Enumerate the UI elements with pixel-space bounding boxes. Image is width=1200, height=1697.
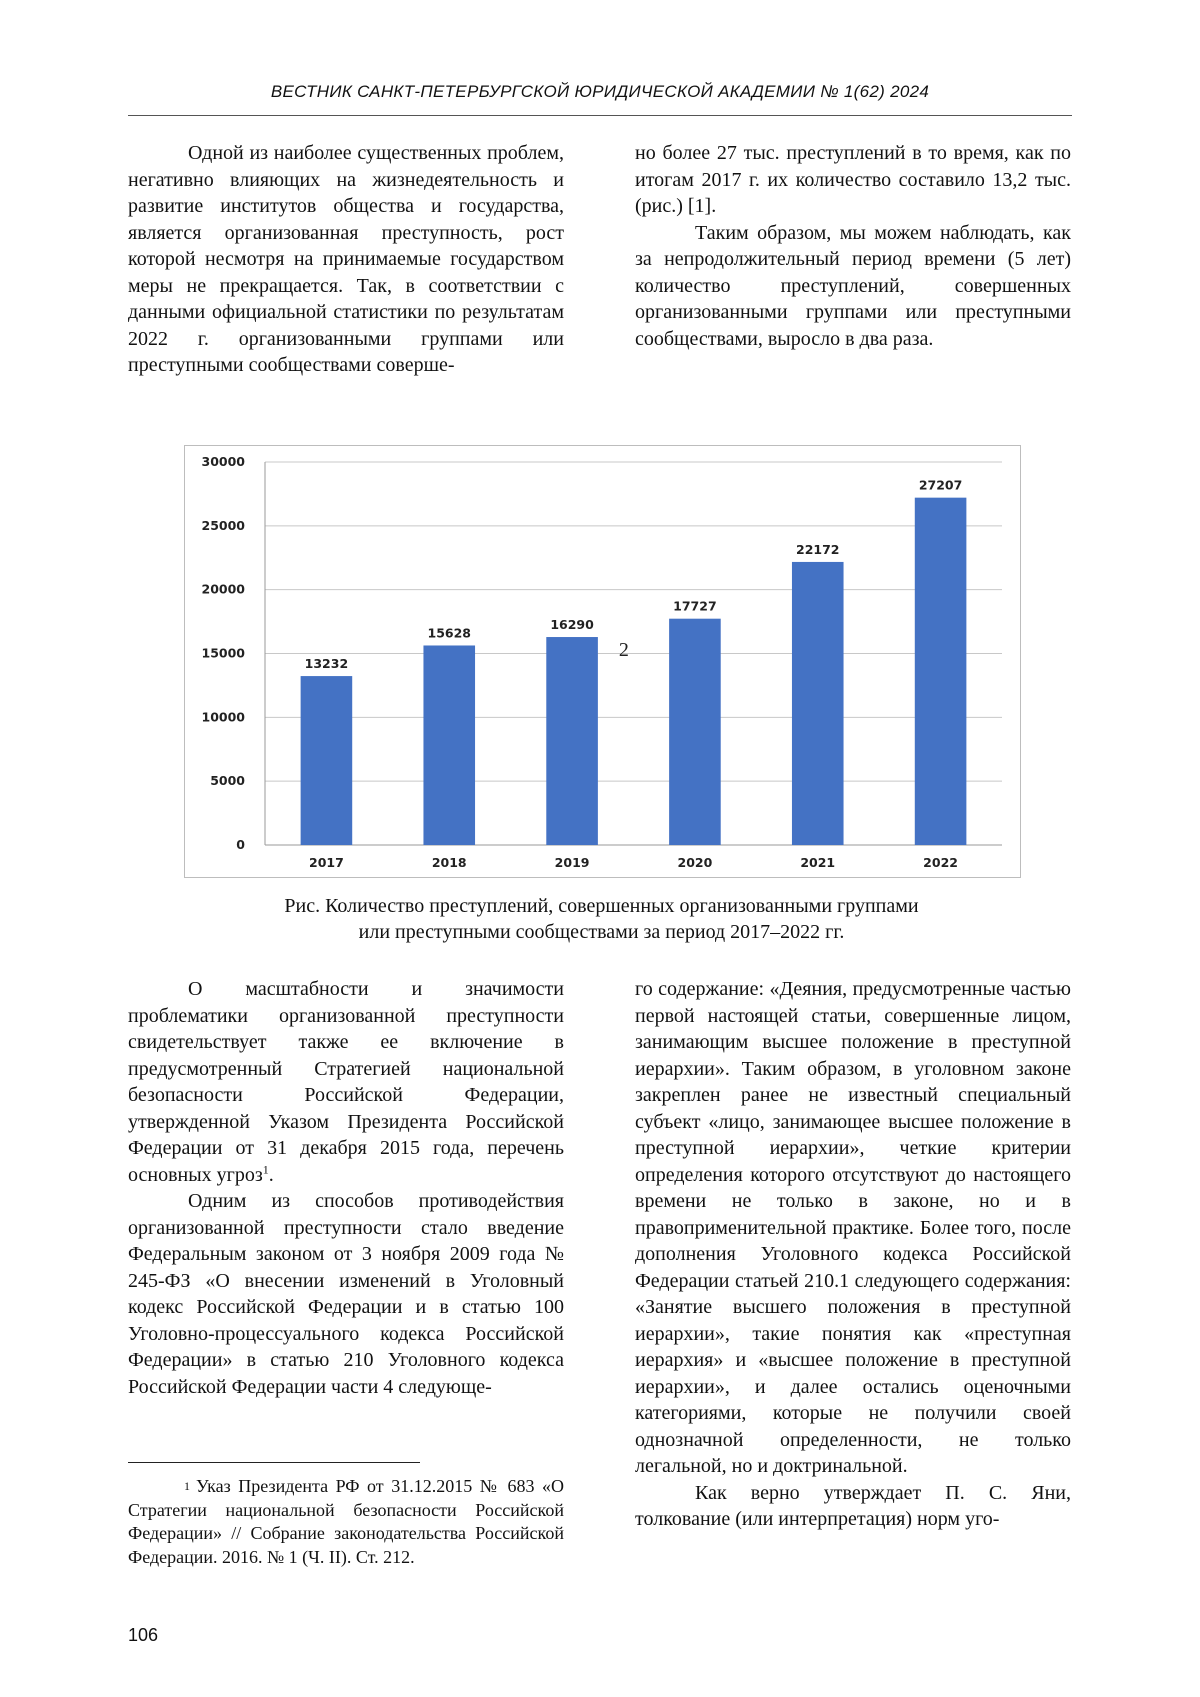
- text-column-left-bottom: [128, 976, 564, 1400]
- y-tick-label: 25000: [201, 517, 245, 533]
- figure-caption: [184, 893, 1019, 945]
- bar-2017: [301, 676, 353, 845]
- bar-2020: [669, 619, 721, 845]
- data-label-2017: 13232: [304, 656, 349, 672]
- data-label-2020: 17727: [673, 598, 717, 614]
- paragraph: Одной из наиболее существенных проблем, негативно влияющих на жизнедеятельность и развитие институтов общества и государства, является организованная преступность, рост которой несмотря на принимаемые государством меры не прекращается. Так, в соответствии с данными официальной статистики по результатам 2022 г. организованными группами или преступными сообществами соверше-: [128, 142, 564, 376]
- x-tick-label: 2019: [554, 855, 590, 870]
- paragraph-text: О масштабности и значимости проблематики организованной преступности свидетельствует также ее включение в предусмотренный Стратегией национальной безопасности Российской Федерации, утвержденной Указом Президента Российской Федерации от 31 декабря 2015 года, перечень основных угроз: [128, 978, 564, 1186]
- header-divider: [128, 115, 1072, 116]
- paragraph: Как верно утверждает П. С. Яни, толкование (или интерпретация) норм уго-: [635, 1481, 1071, 1530]
- x-tick-label: 2021: [800, 855, 836, 870]
- footnote-mark: 1: [184, 1479, 190, 1493]
- paragraph: Таким образом, мы можем наблюдать, как за непродолжительный период времени (5 лет) количество преступлений, совершенных организованными группами или преступными сообществами, выросло в два раза.: [635, 221, 1071, 350]
- text-column-right-top: [635, 140, 1071, 352]
- caption-line-1: Рис. Количество преступлений, совершенных организованными группами: [284, 895, 919, 917]
- bar-chart: [184, 445, 1021, 878]
- y-tick-label: 30000: [201, 454, 245, 469]
- text-column-left-top: [128, 140, 564, 379]
- chart-canvas: [185, 446, 1020, 877]
- x-tick-label: 2020: [677, 855, 713, 870]
- bar-2022: [915, 498, 967, 845]
- stray-mark: 2: [618, 639, 629, 662]
- journal-header: ВЕСТНИК САНКТ-ПЕТЕРБУРГСКОЙ ЮРИДИЧЕСКОЙ АКАДЕМИИ № 1(62) 2024: [270, 82, 930, 101]
- text-column-right-bottom: [635, 976, 1071, 1533]
- data-label-2019: 16290: [550, 617, 594, 633]
- paragraph: Одним из способов противодействия организованной преступности стало введение Федеральным законом от 3 ноября 2009 года № 245-ФЗ «О внесении изменений в Уголовный кодекс Российской Федерации и в статью 100 Уголовно-процессуального кодекса Российской Федерации» в статью 210 Уголовного кодекса Российской Федерации части 4 следующе-: [128, 1190, 564, 1398]
- paragraph: [128, 976, 564, 1188]
- y-tick-label: 0: [236, 837, 245, 852]
- y-tick-label: 5000: [210, 773, 245, 789]
- data-label-2018: 15628: [427, 625, 471, 641]
- bar-2019: [546, 637, 598, 845]
- caption-line-2: или преступными сообществами за период 2017–2022 гг.: [358, 921, 845, 943]
- paragraph-end: .: [268, 1163, 274, 1186]
- x-tick-label: 2017: [309, 855, 344, 870]
- footnote-reference[interactable]: 1: [262, 1161, 269, 1176]
- x-tick-label: 2018: [431, 855, 467, 870]
- footnote: [128, 1475, 564, 1569]
- page-number: 106: [128, 1625, 159, 1645]
- y-tick-label: 20000: [201, 581, 245, 597]
- x-tick-label: 2022: [923, 855, 958, 870]
- bar-2021: [792, 562, 844, 845]
- footnote-text: Указ Президента РФ от 31.12.2015 № 683 «О Стратегии национальной безопасности Российской Федерации» // Собрание законодательства Российской Федерации. 2016. № 1 (Ч. II). Ст. 212.: [128, 1476, 564, 1567]
- data-label-2022: 27207: [918, 477, 963, 493]
- paragraph: го содержание: «Деяния, предусмотренные частью первой настоящей статьи, совершенные лицом, занимающим высшее положение в преступной иерархии». Таким образом, в уголовном законе закреплен ранее не известный специальный субъект «лицо, занимающее высшее положение в преступной иерархии», четкие критерии определения которого отсутствуют до настоящего времени не только в законе, но и в правоприменительной практике. Более того, после дополнения Уголовного кодекса Российской Федерации статьей 210.1 следующего содержания: «Занятие высшего положения в преступной иерархии», такие понятия как «преступная иерархия» и «высшее положение в преступной иерархии», и далее остались оценочными категориями, которые не получили своей однозначной определенности, не только легальной, но и доктринальной.: [635, 978, 1071, 1477]
- data-label-2021: 22172: [796, 541, 840, 557]
- y-tick-label: 10000: [201, 709, 245, 725]
- bar-2018: [423, 645, 475, 845]
- y-tick-label: 15000: [201, 645, 245, 661]
- paragraph: но более 27 тыс. преступлений в то время, как по итогам 2017 г. их количество составило 13,2 тыс. (рис.) [1].: [635, 142, 1071, 217]
- footnote-divider: [128, 1462, 420, 1463]
